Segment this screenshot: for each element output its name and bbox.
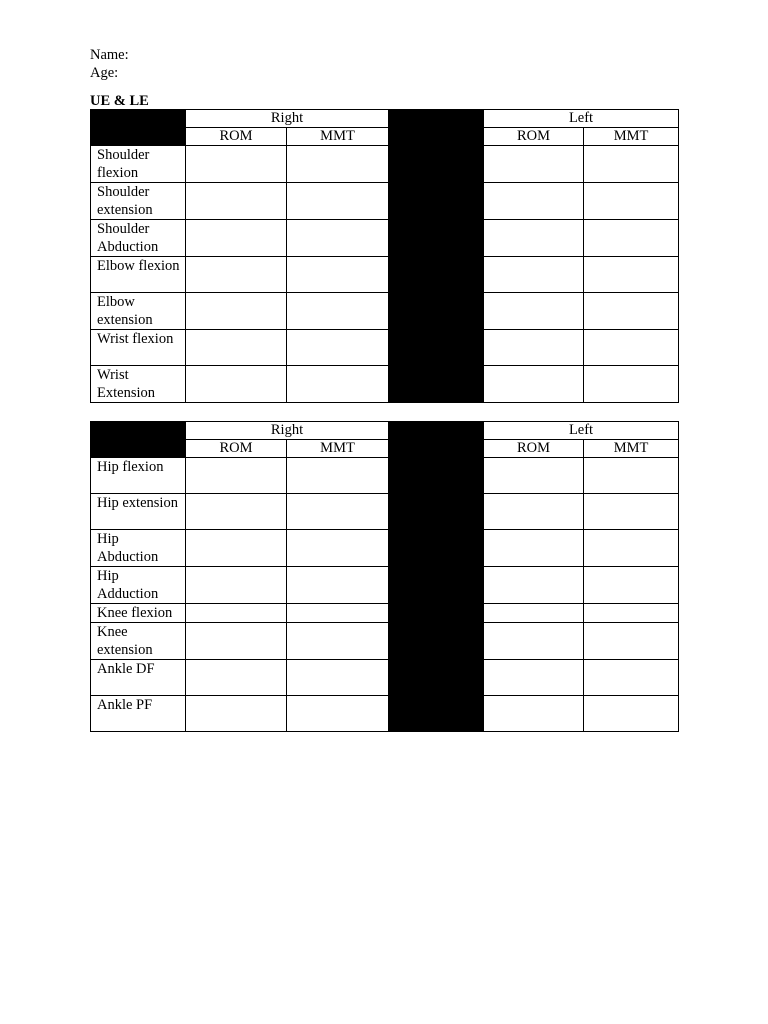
right-header: Right bbox=[186, 422, 389, 440]
left-mmt-cell[interactable] bbox=[584, 567, 679, 604]
row-label: Hip extension bbox=[91, 494, 186, 530]
left-mmt-cell[interactable] bbox=[584, 146, 679, 183]
right-mmt-cell[interactable] bbox=[287, 696, 389, 732]
table-row bbox=[91, 696, 679, 732]
left-mmt-cell[interactable] bbox=[584, 623, 679, 660]
left-rom-cell[interactable] bbox=[484, 604, 584, 623]
left-mmt-cell[interactable] bbox=[584, 366, 679, 403]
right-mmt-cell[interactable] bbox=[287, 494, 389, 530]
row-label: Hip flexion bbox=[91, 458, 186, 494]
left-rom-cell[interactable] bbox=[484, 660, 584, 696]
left-mmt-cell[interactable] bbox=[584, 293, 679, 330]
row-label: Wrist Extension bbox=[91, 366, 186, 403]
row-label: Knee extension bbox=[91, 623, 186, 660]
left-mmt-cell[interactable] bbox=[584, 220, 679, 257]
left-mmt-cell[interactable] bbox=[584, 183, 679, 220]
left-rom-cell[interactable] bbox=[484, 623, 584, 660]
right-mmt-cell[interactable] bbox=[287, 530, 389, 567]
right-rom-cell[interactable] bbox=[186, 567, 287, 604]
left-rom-cell[interactable] bbox=[484, 366, 584, 403]
ue-table bbox=[90, 109, 679, 403]
left-rom-cell[interactable] bbox=[484, 257, 584, 293]
table-row bbox=[91, 623, 679, 660]
right-mmt-cell[interactable] bbox=[287, 458, 389, 494]
left-rom-cell[interactable] bbox=[484, 530, 584, 567]
right-rom-header: ROM bbox=[186, 128, 287, 146]
divider-column bbox=[389, 110, 484, 293]
divider-column bbox=[389, 422, 484, 732]
right-mmt-cell[interactable] bbox=[287, 330, 389, 366]
right-rom-cell[interactable] bbox=[186, 604, 287, 623]
left-mmt-cell[interactable] bbox=[584, 696, 679, 732]
header-blank-cell bbox=[91, 422, 186, 458]
left-mmt-header: MMT bbox=[584, 440, 679, 458]
right-mmt-cell[interactable] bbox=[287, 183, 389, 220]
left-rom-cell[interactable] bbox=[484, 567, 584, 604]
row-label: Ankle PF bbox=[91, 696, 186, 732]
le-table bbox=[90, 421, 679, 732]
right-mmt-cell[interactable] bbox=[287, 257, 389, 293]
table-row bbox=[91, 293, 679, 330]
section-title: UE & LE bbox=[90, 93, 149, 109]
left-mmt-cell[interactable] bbox=[584, 330, 679, 366]
left-mmt-cell[interactable] bbox=[584, 257, 679, 293]
row-label: Shoulder extension bbox=[91, 183, 186, 220]
row-label: Elbow extension bbox=[91, 293, 186, 330]
table-row bbox=[91, 660, 679, 696]
right-rom-cell[interactable] bbox=[186, 146, 287, 183]
right-mmt-header: MMT bbox=[287, 128, 389, 146]
right-mmt-cell[interactable] bbox=[287, 623, 389, 660]
header-blank-cell bbox=[91, 110, 186, 146]
right-mmt-cell[interactable] bbox=[287, 146, 389, 183]
right-rom-cell[interactable] bbox=[186, 257, 287, 293]
left-mmt-cell[interactable] bbox=[584, 494, 679, 530]
age-label: Age: bbox=[90, 65, 119, 81]
right-rom-cell[interactable] bbox=[186, 458, 287, 494]
left-rom-cell[interactable] bbox=[484, 696, 584, 732]
row-label: Shoulder Abduction bbox=[91, 220, 186, 257]
left-mmt-cell[interactable] bbox=[584, 660, 679, 696]
left-header: Left bbox=[484, 422, 679, 440]
right-mmt-cell[interactable] bbox=[287, 660, 389, 696]
row-label: Knee flexion bbox=[91, 604, 186, 623]
left-mmt-cell[interactable] bbox=[584, 604, 679, 623]
right-mmt-cell[interactable] bbox=[287, 220, 389, 257]
row-label: Hip Abduction bbox=[91, 530, 186, 567]
right-rom-cell[interactable] bbox=[186, 623, 287, 660]
right-rom-cell[interactable] bbox=[186, 330, 287, 366]
right-rom-header: ROM bbox=[186, 440, 287, 458]
right-mmt-cell[interactable] bbox=[287, 604, 389, 623]
table-row bbox=[91, 183, 679, 220]
right-header: Right bbox=[186, 110, 389, 128]
right-rom-cell[interactable] bbox=[186, 366, 287, 403]
left-rom-cell[interactable] bbox=[484, 330, 584, 366]
row-label: Shoulder flexion bbox=[91, 146, 186, 183]
table-row bbox=[91, 458, 679, 494]
left-rom-cell[interactable] bbox=[484, 494, 584, 530]
left-rom-header: ROM bbox=[484, 128, 584, 146]
row-label: Ankle DF bbox=[91, 660, 186, 696]
right-rom-cell[interactable] bbox=[186, 293, 287, 330]
table-row bbox=[91, 220, 679, 257]
right-mmt-cell[interactable] bbox=[287, 366, 389, 403]
name-label: Name: bbox=[90, 47, 129, 63]
right-mmt-header: MMT bbox=[287, 440, 389, 458]
right-mmt-cell[interactable] bbox=[287, 293, 389, 330]
right-rom-cell[interactable] bbox=[186, 696, 287, 732]
document-page bbox=[90, 46, 678, 732]
divider-column bbox=[389, 293, 484, 403]
right-rom-cell[interactable] bbox=[186, 220, 287, 257]
table-row bbox=[91, 604, 679, 623]
left-mmt-cell[interactable] bbox=[584, 530, 679, 567]
right-rom-cell[interactable] bbox=[186, 660, 287, 696]
left-rom-cell[interactable] bbox=[484, 220, 584, 257]
right-rom-cell[interactable] bbox=[186, 530, 287, 567]
left-rom-cell[interactable] bbox=[484, 293, 584, 330]
table-row bbox=[91, 530, 679, 567]
left-mmt-header: MMT bbox=[584, 128, 679, 146]
table-row bbox=[91, 257, 679, 293]
left-rom-cell[interactable] bbox=[484, 146, 584, 183]
row-label: Elbow flexion bbox=[91, 257, 186, 293]
right-mmt-cell[interactable] bbox=[287, 567, 389, 604]
row-label: Wrist flexion bbox=[91, 330, 186, 366]
table-row bbox=[91, 567, 679, 604]
right-rom-cell[interactable] bbox=[186, 494, 287, 530]
left-header: Left bbox=[484, 110, 679, 128]
left-rom-header: ROM bbox=[484, 440, 584, 458]
table-row bbox=[91, 366, 679, 403]
row-label: Hip Adduction bbox=[91, 567, 186, 604]
left-rom-cell[interactable] bbox=[484, 183, 584, 220]
table-row bbox=[91, 494, 679, 530]
table-row bbox=[91, 146, 679, 183]
left-mmt-cell[interactable] bbox=[584, 458, 679, 494]
table-row bbox=[91, 330, 679, 366]
right-rom-cell[interactable] bbox=[186, 183, 287, 220]
left-rom-cell[interactable] bbox=[484, 458, 584, 494]
